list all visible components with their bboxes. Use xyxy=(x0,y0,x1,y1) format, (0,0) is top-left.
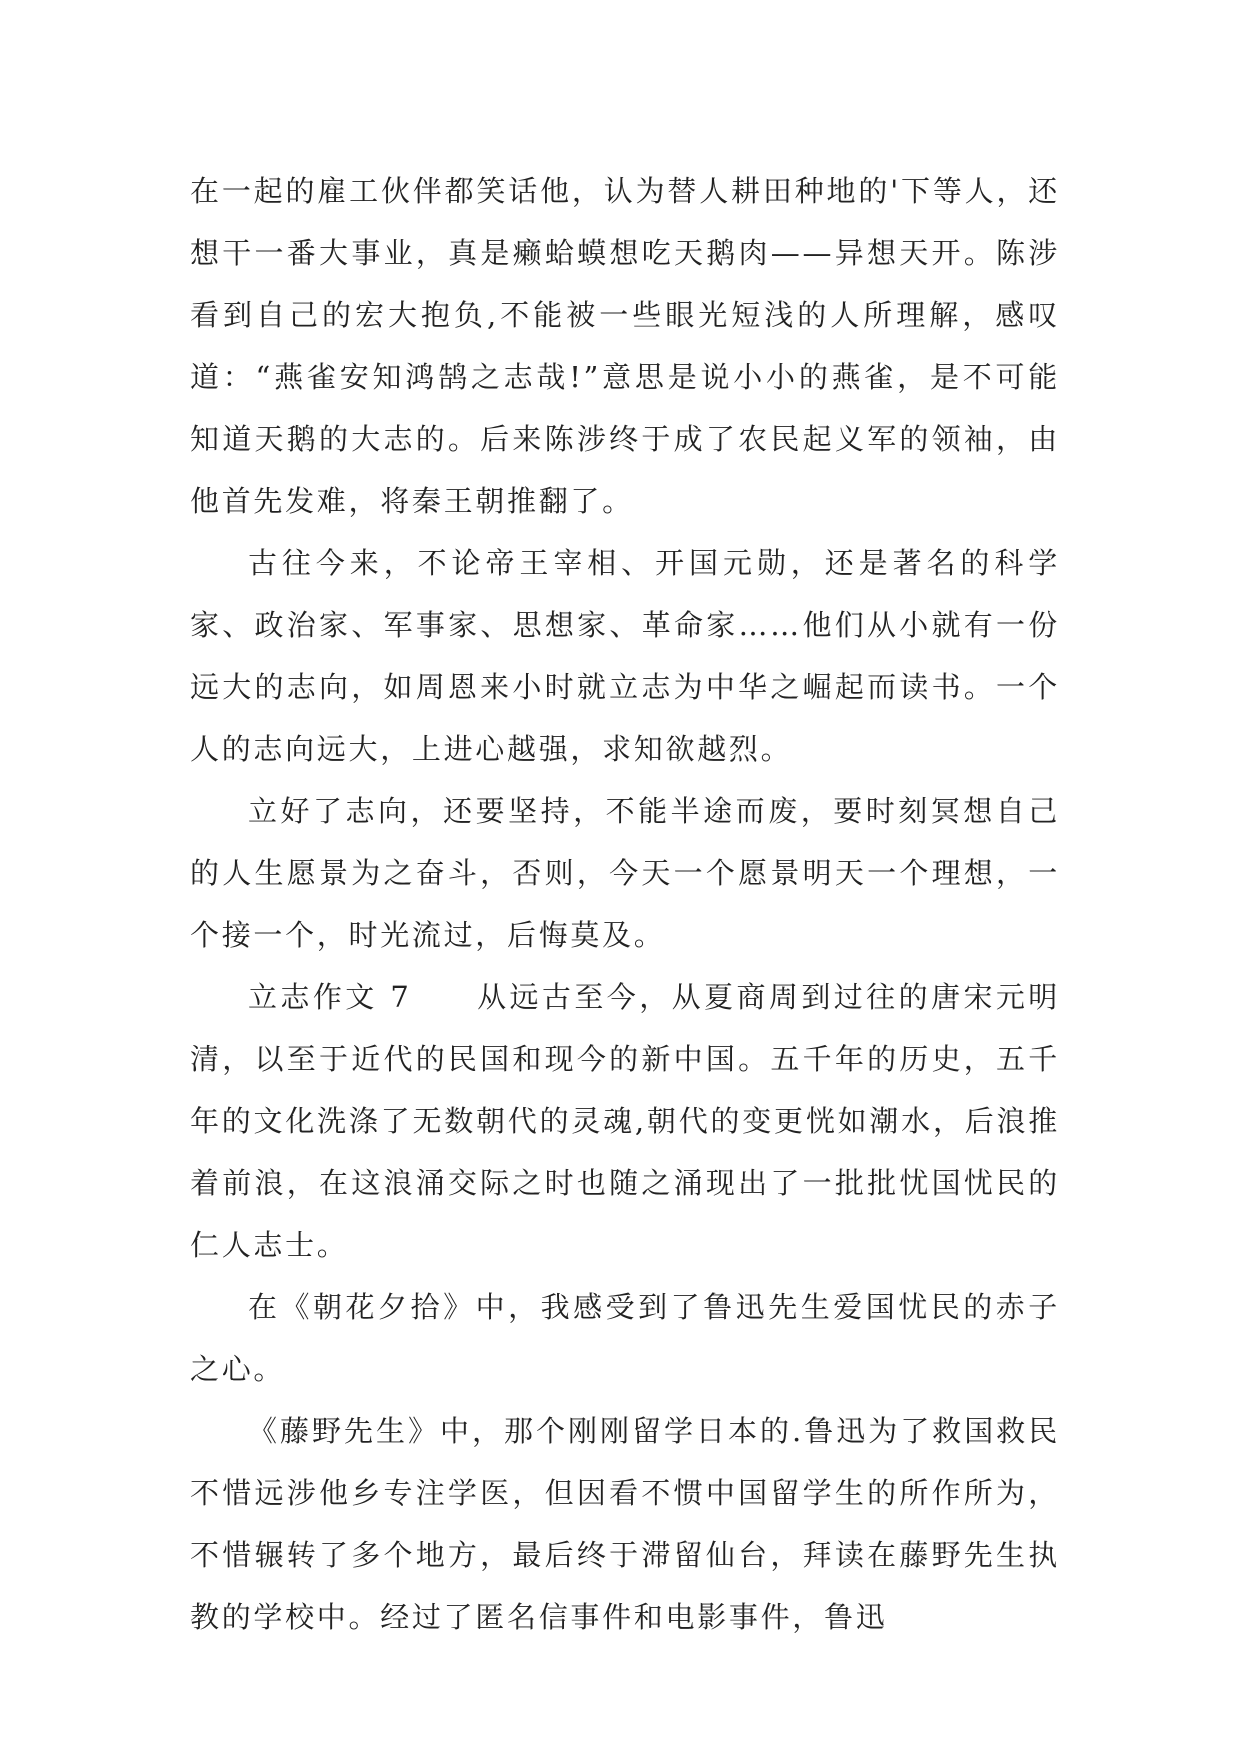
paragraph-3: 立好了志向，还要坚持，不能半途而废，要时刻冥想自己的人生愿景为之奋斗，否则，今天一个愿景明天一个理想，一个接一个，时光流过，后悔莫及。 xyxy=(190,794,1060,952)
paragraph-4: 立志作文 7 从远古至今，从夏商周到过往的唐宋元明清，以至于近代的民国和现今的新中国。五千年的历史，五千年的文化洗涤了无数朝代的灵魂,朝代的变更恍如潮水，后浪推着前浪，在这浪涌交际之时也随之涌现出了一批批忧国忧民的仁人志士。 xyxy=(190,980,1060,1262)
paragraph-6: 《藤野先生》中，那个刚刚留学日本的.鲁迅为了救国救民不惜远涉他乡专注学医，但因看不惯中国留学生的所作所为，不惜辗转了多个地方，最后终于滞留仙台，拜读在藤野先生执教的学校中。经过了匿名信事件和电影事件，鲁迅 xyxy=(190,1414,1060,1634)
paragraph-5: 在《朝花夕拾》中，我感受到了鲁迅先生爱国忧民的赤子之心。 xyxy=(190,1290,1060,1386)
paragraph-2: 古往今来，不论帝王宰相、开国元勋，还是著名的科学家、政治家、军事家、思想家、革命家……他们从小就有一份远大的志向，如周恩来小时就立志为中华之崛起而读书。一个人的志向远大，上进心越强，求知欲越烈。 xyxy=(190,546,1060,766)
document-body xyxy=(190,160,1060,1648)
paragraph-1: 在一起的雇工伙伴都笑话他，认为替人耕田种地的'下等人，还想干一番大事业，真是癞蛤蟆想吃天鹅肉——异想天开。陈涉看到自己的宏大抱负,不能被一些眼光短浅的人所理解，感叹道：“燕雀安知鸿鹄之志哉!”意思是说小小的燕雀，是不可能知道天鹅的大志的。后来陈涉终于成了农民起义军的领袖，由他首先发难，将秦王朝推翻了。 xyxy=(190,174,1060,518)
